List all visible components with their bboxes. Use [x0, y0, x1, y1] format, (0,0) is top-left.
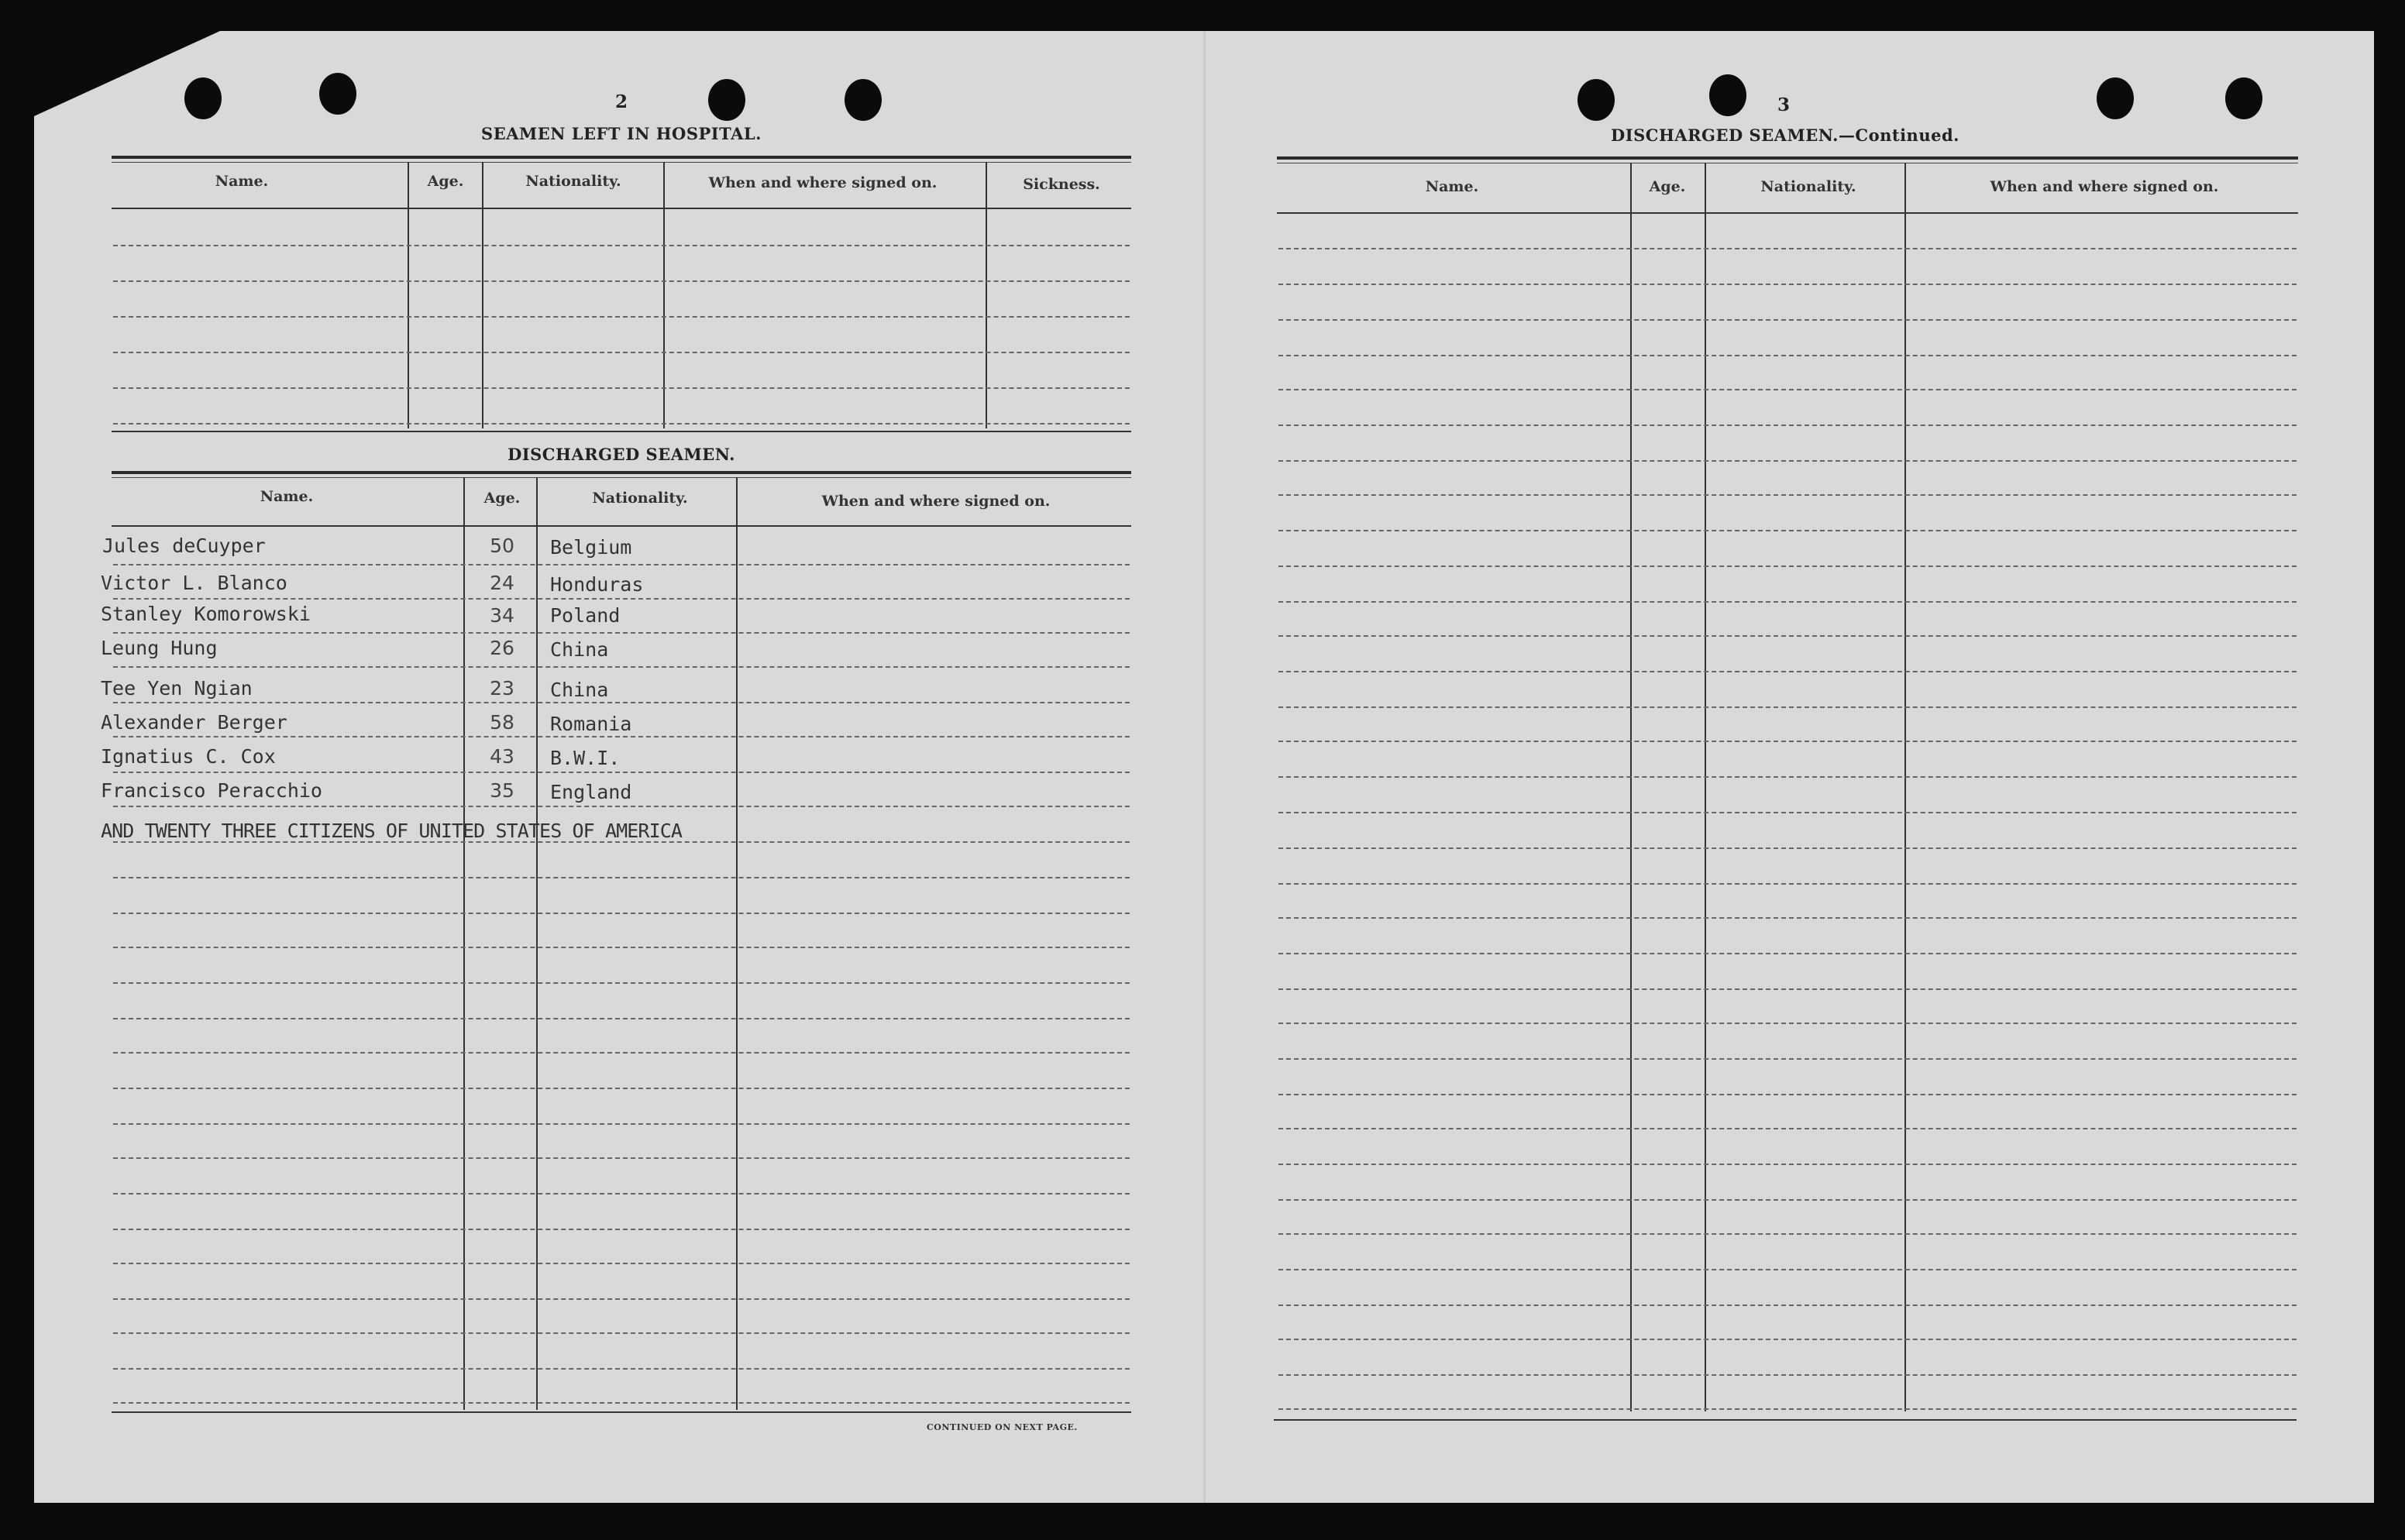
- entry-line: [1278, 1128, 2297, 1129]
- column-divider: [536, 477, 538, 1410]
- entry-line: [113, 280, 1130, 282]
- seaman-age: 26: [490, 637, 514, 659]
- header-rule: [1277, 212, 2298, 214]
- seaman-nationality: Poland: [550, 604, 621, 627]
- rule: [112, 162, 1131, 163]
- entry-line: [1278, 776, 2297, 778]
- entry-line: [1278, 1269, 2297, 1270]
- entry-line: [113, 913, 1130, 914]
- rule: [1274, 1419, 2297, 1421]
- entry-line: [1278, 530, 2297, 531]
- entry-line: [113, 423, 1130, 425]
- seaman-name: Francisco Peracchio: [101, 779, 322, 802]
- entry-line: [1278, 460, 2297, 462]
- rule: [112, 156, 1131, 159]
- entry-line: [113, 1088, 1130, 1089]
- entry-line: [1278, 425, 2297, 426]
- page-number-right: 3: [1777, 95, 1791, 115]
- punch-hole: [845, 79, 882, 121]
- punch-hole: [319, 73, 356, 115]
- header-rule: [112, 525, 1131, 527]
- seaman-age: 58: [490, 711, 514, 734]
- discharged-col-name: Name.: [260, 488, 314, 505]
- hospital-col-name: Name.: [215, 173, 269, 190]
- rule: [112, 477, 1131, 478]
- entry-line: [1278, 601, 2297, 603]
- entry-line: [1278, 1199, 2297, 1201]
- hospital-col-when-where: When and where signed on.: [708, 174, 938, 191]
- entry-line: [1278, 565, 2297, 567]
- seaman-age: 24: [490, 572, 514, 594]
- entry-line: [113, 245, 1130, 246]
- entry-line: [113, 806, 1130, 807]
- punch-hole: [708, 79, 745, 121]
- discharged-col-nationality: Nationality.: [592, 490, 688, 507]
- entry-line: [113, 1018, 1130, 1019]
- seaman-age: 43: [490, 745, 514, 768]
- right-col-nationality: Nationality.: [1760, 178, 1856, 195]
- entry-line: [1278, 988, 2297, 990]
- rule: [112, 431, 1131, 432]
- column-divider: [1705, 163, 1706, 1411]
- entry-line: [113, 598, 1130, 600]
- seaman-name: Alexander Berger: [101, 711, 287, 734]
- entry-line: [1278, 847, 2297, 849]
- seaman-name: Victor L. Blanco: [101, 572, 287, 594]
- seaman-age: 23: [490, 677, 514, 700]
- entry-line: [1278, 671, 2297, 672]
- page-fold: [1203, 31, 1206, 1503]
- entry-line: [113, 1193, 1130, 1195]
- citizens-note: AND TWENTY THREE CITIZENS OF UNITED STATES OF AMERICA: [101, 820, 683, 842]
- column-divider: [463, 477, 465, 1410]
- seaman-name: Tee Yen Ngian: [101, 677, 253, 700]
- right-col-when-where: When and where signed on.: [1990, 178, 2219, 195]
- entry-line: [1278, 1094, 2297, 1095]
- entry-line: [1278, 248, 2297, 249]
- punch-hole: [184, 77, 222, 119]
- seaman-name: Ignatius C. Cox: [101, 745, 276, 768]
- seaman-age: 35: [490, 779, 514, 802]
- discharged-col-age: Age.: [483, 490, 521, 507]
- seaman-nationality: Honduras: [550, 573, 644, 596]
- entry-line: [113, 1052, 1130, 1054]
- page-number-left: 2: [614, 91, 628, 112]
- entry-line: [1278, 917, 2297, 919]
- entry-line: [1278, 953, 2297, 954]
- hospital-section-title: SEAMEN LEFT IN HOSPITAL.: [481, 124, 762, 143]
- seaman-nationality: England: [550, 781, 632, 803]
- seaman-nationality: Belgium: [550, 536, 632, 559]
- entry-line: [113, 632, 1130, 634]
- entry-line: [113, 387, 1130, 389]
- rule: [112, 1411, 1131, 1413]
- entry-line: [1278, 494, 2297, 496]
- entry-line: [113, 982, 1130, 984]
- entry-line: [1278, 1023, 2297, 1024]
- entry-line: [113, 666, 1130, 668]
- rule: [112, 471, 1131, 474]
- punch-hole: [1578, 79, 1615, 121]
- entry-line: [1278, 812, 2297, 813]
- seaman-name: Leung Hung: [101, 637, 218, 659]
- entry-line: [1278, 706, 2297, 708]
- right-section-title: DISCHARGED SEAMEN.—Continued.: [1611, 125, 1959, 145]
- entry-line: [113, 1402, 1130, 1404]
- entry-line: [1278, 1233, 2297, 1235]
- seaman-nationality: China: [550, 638, 609, 661]
- seaman-name: Stanley Komorowski: [101, 603, 311, 625]
- entry-line: [1278, 741, 2297, 742]
- entry-line: [113, 736, 1130, 737]
- entry-line: [1278, 1374, 2297, 1376]
- entry-line: [1278, 1408, 2297, 1410]
- column-divider: [1630, 163, 1632, 1411]
- entry-line: [1278, 883, 2297, 885]
- seaman-nationality: B.W.I.: [550, 747, 621, 769]
- entry-line: [1278, 635, 2297, 637]
- entry-line: [113, 947, 1130, 948]
- right-col-age: Age.: [1649, 178, 1686, 195]
- entry-line: [1278, 1305, 2297, 1306]
- entry-line: [113, 1123, 1130, 1125]
- entry-line: [1278, 284, 2297, 285]
- entry-line: [113, 564, 1130, 565]
- seaman-name: Jules deCuyper: [102, 535, 266, 557]
- entry-line: [113, 702, 1130, 703]
- punch-hole: [2225, 77, 2262, 119]
- seaman-nationality: Romania: [550, 713, 632, 735]
- entry-line: [113, 1157, 1130, 1159]
- seaman-nationality: China: [550, 679, 609, 701]
- hospital-col-nationality: Nationality.: [525, 173, 621, 190]
- header-rule: [112, 208, 1131, 209]
- entry-line: [1278, 1058, 2297, 1060]
- entry-line: [113, 1263, 1130, 1264]
- discharged-section-title: DISCHARGED SEAMEN.: [507, 445, 735, 464]
- punch-hole: [1709, 74, 1746, 116]
- entry-line: [113, 877, 1130, 878]
- right-col-name: Name.: [1425, 178, 1479, 195]
- discharged-col-when-where: When and where signed on.: [821, 493, 1051, 510]
- column-divider: [736, 477, 738, 1410]
- hospital-col-sickness: Sickness.: [1023, 176, 1100, 193]
- entry-line: [113, 316, 1130, 318]
- seaman-age: 34: [490, 604, 514, 627]
- continued-note: CONTINUED ON NEXT PAGE.: [927, 1422, 1078, 1432]
- entry-line: [1278, 389, 2297, 390]
- column-divider: [1904, 163, 1906, 1411]
- rule: [1277, 156, 2298, 160]
- entry-line: [1278, 1164, 2297, 1165]
- entry-line: [1278, 319, 2297, 321]
- entry-line: [113, 1332, 1130, 1334]
- entry-line: [1278, 355, 2297, 356]
- seaman-age: 50: [490, 535, 514, 557]
- entry-line: [113, 772, 1130, 773]
- entry-line: [113, 1229, 1130, 1230]
- entry-line: [113, 352, 1130, 353]
- entry-line: [113, 1368, 1130, 1370]
- entry-line: [113, 1298, 1130, 1300]
- hospital-col-age: Age.: [427, 173, 464, 190]
- entry-line: [1278, 1339, 2297, 1340]
- punch-hole: [2097, 77, 2134, 119]
